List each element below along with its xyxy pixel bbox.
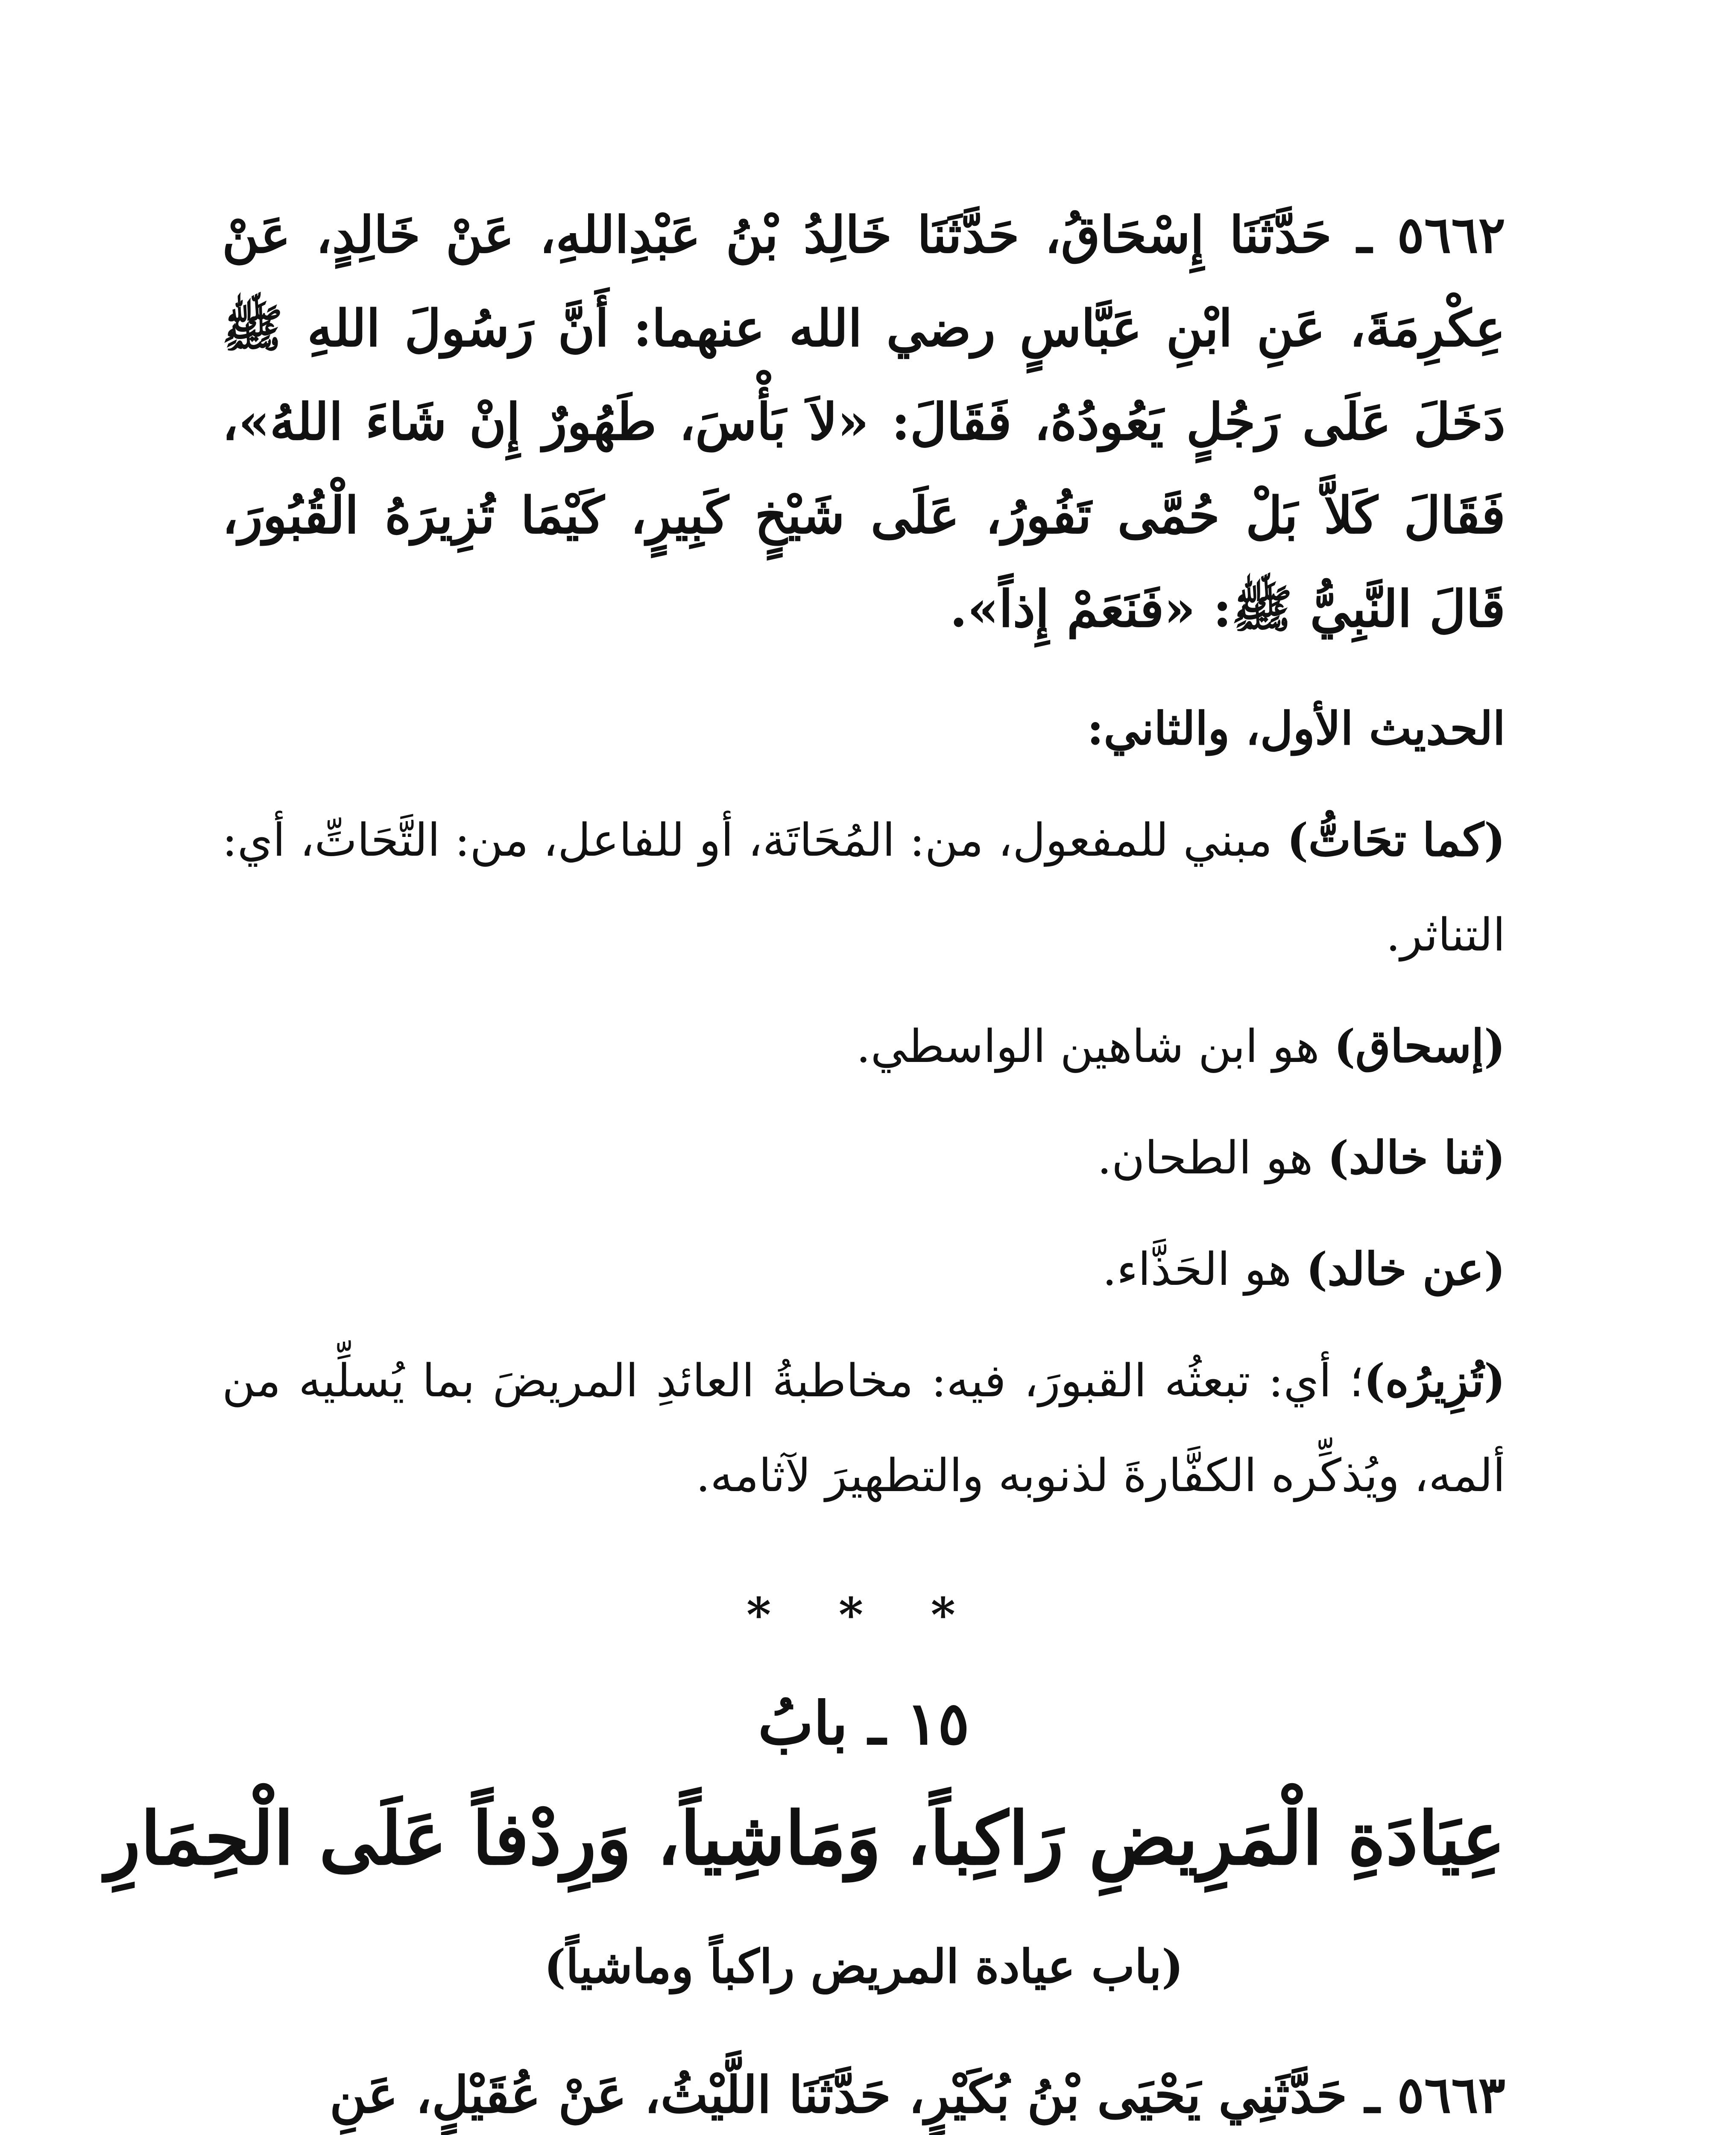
chapter-title: عِيَادَةِ الْمَرِيضِ رَاكِباً، وَمَاشِياً، وَرِدْفاً عَلَى الْحِمَارِ (105, 1796, 1505, 1881)
section-separator: * * * (746, 1587, 981, 1642)
note-3-term: (ثنا خالد) (1327, 1131, 1505, 1184)
hadith-5663: ٥٦٦٣ ـ حَدَّثَنِي يَحْيَى بْنُ بُكَيْرٍ، حَدَّثَنَا اللَّيْثُ، عَنْ عُقَيْلٍ، عَنِ (329, 2065, 1505, 2124)
note-4-text: هو الحَذَّاء. (1102, 1243, 1306, 1296)
hadith-5662: ٥٦٦٢ ـ حَدَّثَنَا إِسْحَاقُ، حَدَّثَنَا خَالِدُ بْنُ عَبْدِاللهِ، عَنْ خَالِدٍ، عَنْ عِكْرِمَةَ، عَنِ ابْنِ عَبَّاسٍ رضي الله عنهما: أَنَّ رَسُولَ اللهِ ﷺ دَخَلَ عَلَى رَجُلٍ يَعُودُهُ، فَقَالَ: «لاَ بَأْسَ، طَهُورٌ إِنْ شَاءَ اللهُ»، فَقَالَ كَلاَّ بَلْ حُمَّى تَفُورُ، عَلَى شَيْخٍ كَبِيرٍ، كَيْمَا تُزِيرَهُ الْقُبُورَ، قَالَ النَّبِيُّ ﷺ: «فَنَعَمْ إِذاً». (222, 205, 1506, 638)
commentary-note-3 (222, 1110, 1505, 1205)
note-2-text: هو ابن شاهين الواسطي. (856, 1020, 1334, 1073)
note-5-term: (تُزِيرُه) (1364, 1354, 1505, 1407)
note-1-term: (كما تحَاتُّ) (1287, 813, 1505, 866)
note-5-text: ؛ أي: تبعثُه القبورَ، فيه: مخاطبةُ العائدِ المريضَ بما يُسلِّيه من ألمه، ويُذكِّره الكفَّارةَ لذنوبه والتطهيرَ لآثامه. (222, 1354, 1505, 1502)
commentary-note-1 (222, 793, 1505, 983)
note-2-term: (إسحاق) (1334, 1019, 1505, 1073)
chapter-subtitle: (باب عيادة المريض راكباً وماشياً) (544, 1940, 1184, 1994)
note-1-text: مبني للمفعول، من: المُحَاتَة، أو للفاعل، من: التَّحَاتِّ، أي: التناثر. (222, 814, 1505, 961)
commentary-heading (222, 681, 1505, 776)
note-3-text: هو الطحان. (1097, 1132, 1328, 1184)
commentary-note-5 (222, 1333, 1505, 1523)
commentary-note-2 (222, 999, 1505, 1094)
commentary-heading-text: الحديث الأول، والثاني: (1087, 702, 1505, 755)
chapter-number: ١٥ ـ بابُ (758, 1688, 970, 1758)
note-4-term: (عن خالد) (1306, 1242, 1505, 1296)
commentary-note-4 (222, 1222, 1505, 1317)
